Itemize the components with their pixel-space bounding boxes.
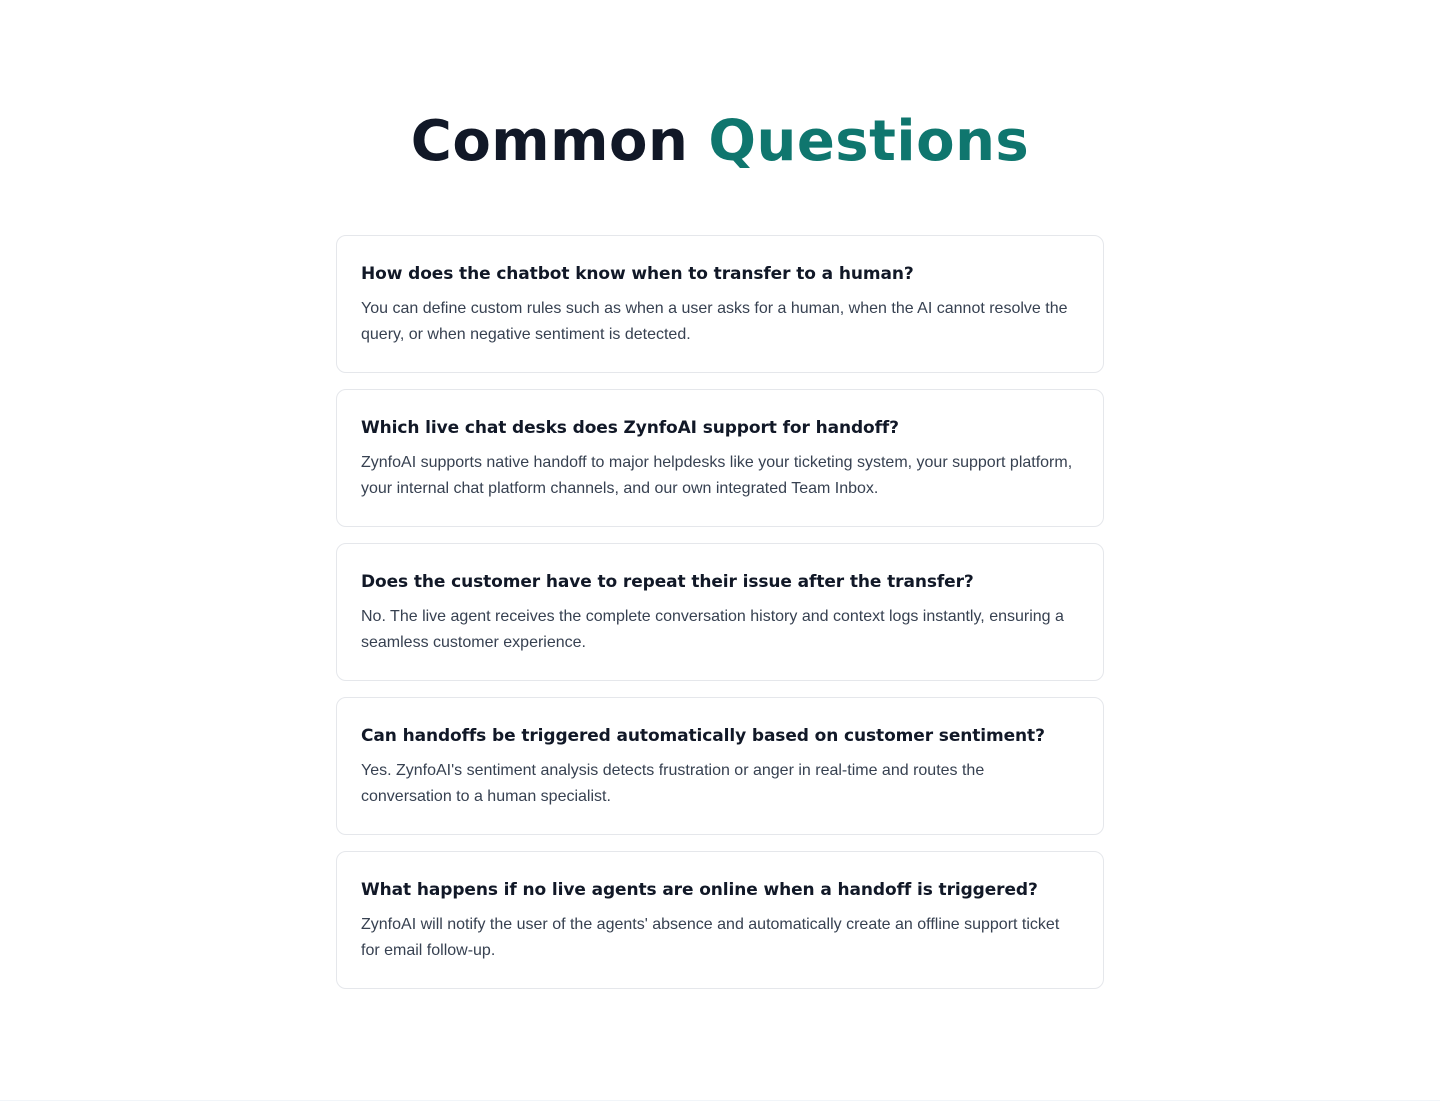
faq-item-repeat-issue[interactable] (336, 543, 1104, 681)
section-divider (0, 1100, 1440, 1101)
faq-answer: Yes. ZynfoAI's sentiment analysis detects frustration or anger in real-time and routes the conversation to a human specialist. (361, 762, 985, 805)
faq-question: How does the chatbot know when to transfer to a human? (361, 264, 914, 284)
faq-question: Which live chat desks does ZynfoAI support for handoff? (361, 418, 899, 438)
section-title-primary: Common (410, 109, 689, 174)
section-title-highlight: Questions (708, 109, 1030, 174)
faq-item-sentiment-trigger[interactable] (336, 697, 1104, 835)
faq-answer: ZynfoAI will notify the user of the agents' absence and automatically create an offline support ticket for email follow-up. (361, 916, 1060, 959)
faq-question: Does the customer have to repeat their issue after the transfer? (361, 572, 974, 592)
section-title (0, 106, 1440, 178)
faq-question: Can handoffs be triggered automatically based on customer sentiment? (361, 726, 1045, 746)
faq-answer: ZynfoAI supports native handoff to major helpdesks like your ticketing system, your support platform, your internal chat platform channels, and our own integrated Team Inbox. (361, 454, 1073, 497)
faq-answer: No. The live agent receives the complete conversation history and context logs instantly, ensuring a seamless customer experience. (361, 608, 1064, 651)
faq-list (336, 235, 1104, 1005)
faq-answer: You can define custom rules such as when a user asks for a human, when the AI cannot resolve the query, or when negative sentiment is detected. (361, 300, 1068, 343)
faq-question: What happens if no live agents are online when a handoff is triggered? (361, 880, 1038, 900)
faq-item-transfer-rules[interactable] (336, 235, 1104, 373)
faq-item-supported-desks[interactable] (336, 389, 1104, 527)
faq-item-no-agents-online[interactable] (336, 851, 1104, 989)
